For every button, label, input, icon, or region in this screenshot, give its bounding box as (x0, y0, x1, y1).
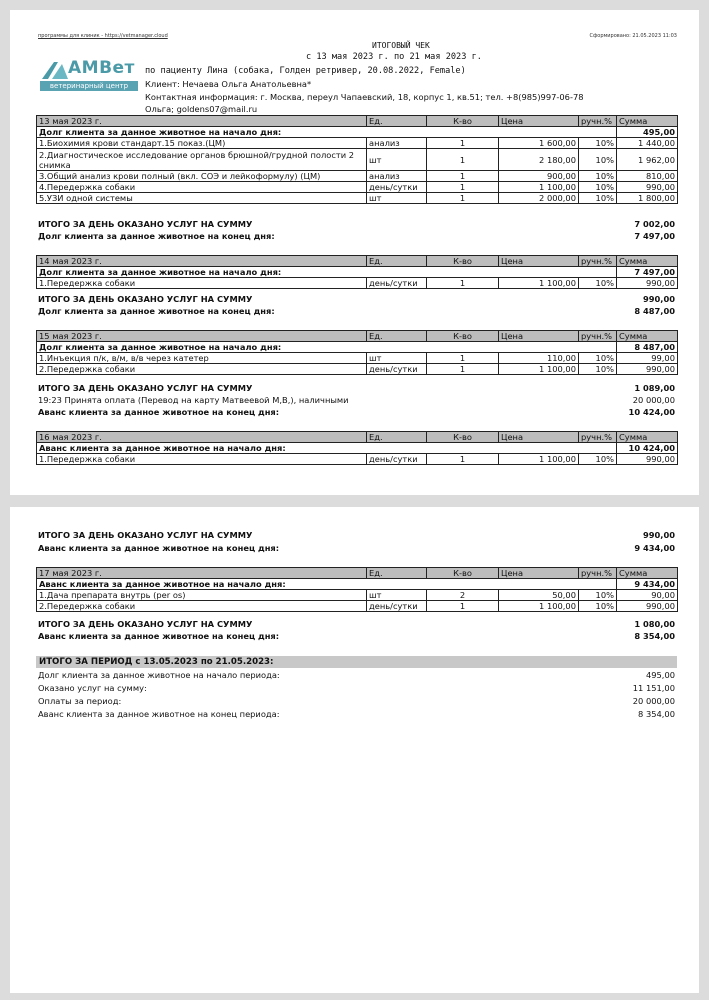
start-balance-label: Долг клиента за данное животное на начало дня: (37, 127, 617, 138)
item-name: 1.Биохимия крови стандарт.15 показ.(ЦМ) (37, 138, 367, 149)
col-manual: ручн.% (579, 116, 617, 127)
day-end-row (38, 407, 675, 417)
col-sum: Сумма (617, 116, 678, 127)
period-row-label: Долг клиента за данное животное на начало периода: (38, 670, 280, 680)
table-header-row (37, 432, 678, 443)
item-sum: 1 800,00 (617, 193, 678, 204)
payment-value: 20 000,00 (632, 395, 675, 405)
top-link[interactable]: программы для клиник - https://vetmanager.cloud (38, 33, 168, 39)
item-unit: шт (367, 590, 427, 601)
table-row (37, 590, 678, 601)
col-manual: ручн.% (579, 432, 617, 443)
col-qty: К-во (427, 256, 499, 267)
period-row (38, 683, 675, 693)
table-row (37, 138, 678, 149)
report-page-1 (10, 10, 699, 495)
day-total-value: 990,00 (642, 294, 675, 304)
col-qty: К-во (427, 116, 499, 127)
table-row (37, 171, 678, 182)
item-pct: 10% (579, 171, 617, 182)
table-row (37, 193, 678, 204)
item-price: 1 100,00 (499, 364, 579, 375)
item-sum: 990,00 (617, 454, 678, 465)
period-row (38, 696, 675, 706)
item-name: 2.Передержка собаки (37, 601, 367, 612)
start-balance-label: Долг клиента за данное животное на начало дня: (37, 342, 617, 353)
col-unit: Ед. (367, 116, 427, 127)
item-qty: 1 (427, 171, 499, 182)
table-row (37, 149, 678, 171)
item-pct: 10% (579, 193, 617, 204)
col-qty: К-во (427, 568, 499, 579)
item-name: 1.Передержка собаки (37, 454, 367, 465)
item-price: 1 100,00 (499, 454, 579, 465)
item-unit: анализ (367, 171, 427, 182)
logo-text: AMВет (68, 58, 135, 78)
item-sum: 810,00 (617, 171, 678, 182)
table-row (37, 353, 678, 364)
start-balance-row (37, 443, 678, 454)
item-qty: 1 (427, 149, 499, 171)
day-date: 17 мая 2023 г. (37, 568, 367, 579)
day-table-14-may (36, 255, 678, 289)
item-qty: 1 (427, 182, 499, 193)
col-manual: ручн.% (579, 331, 617, 342)
contact-info: Контактная информация: г. Москва, переул Чапаевский, 18, корпус 1, кв.51; тел. +8(985)997-06-78 (145, 92, 584, 102)
period-row-label: Оплаты за период: (38, 696, 122, 706)
period-row-label: Оказано услуг на сумму: (38, 683, 147, 693)
period-row-value: 20 000,00 (632, 696, 675, 706)
item-price: 1 100,00 (499, 182, 579, 193)
period-row-value: 11 151,00 (632, 683, 675, 693)
day-end-value: 7 497,00 (634, 231, 675, 241)
col-manual: ручн.% (579, 568, 617, 579)
item-sum: 90,00 (617, 590, 678, 601)
day-total-row (38, 294, 675, 304)
item-price: 2 180,00 (499, 149, 579, 171)
col-unit: Ед. (367, 568, 427, 579)
day-end-label: Аванс клиента за данное животное на конец дня: (38, 407, 280, 417)
item-pct: 10% (579, 149, 617, 171)
item-sum: 1 440,00 (617, 138, 678, 149)
item-unit: шт (367, 193, 427, 204)
start-balance-label: Аванс клиента за данное животное на начало дня: (37, 579, 617, 590)
day-total-value: 7 002,00 (634, 219, 675, 229)
day-date: 13 мая 2023 г. (37, 116, 367, 127)
table-row (37, 454, 678, 465)
col-unit: Ед. (367, 432, 427, 443)
start-balance-value: 7 497,00 (617, 267, 678, 278)
item-unit: день/сутки (367, 278, 427, 289)
receipt-period: с 13 мая 2023 г. по 21 мая 2023 г. (306, 52, 482, 62)
day-end-value: 9 434,00 (634, 543, 675, 553)
period-row-label: Аванс клиента за данное животное на конец периода: (38, 709, 280, 719)
day-date: 15 мая 2023 г. (37, 331, 367, 342)
item-unit: день/сутки (367, 454, 427, 465)
item-price: 110,00 (499, 353, 579, 364)
item-price: 900,00 (499, 171, 579, 182)
item-unit: день/сутки (367, 182, 427, 193)
item-name: 3.Общий анализ крови полный (вкл. СОЭ и лейкоформулу) (ЦМ) (37, 171, 367, 182)
item-unit: шт (367, 149, 427, 171)
item-unit: день/сутки (367, 364, 427, 375)
day-end-label: Аванс клиента за данное животное на конец дня: (38, 543, 280, 553)
table-row (37, 364, 678, 375)
day-total-row (38, 219, 675, 229)
col-unit: Ед. (367, 331, 427, 342)
start-balance-row (37, 267, 678, 278)
item-price: 2 000,00 (499, 193, 579, 204)
day-end-value: 10 424,00 (628, 407, 675, 417)
day-table-16-may (36, 431, 678, 465)
day-end-row (38, 231, 675, 241)
item-pct: 10% (579, 601, 617, 612)
col-qty: К-во (427, 432, 499, 443)
col-sum: Сумма (617, 331, 678, 342)
report-page-2 (10, 507, 699, 993)
item-qty: 1 (427, 138, 499, 149)
item-pct: 10% (579, 278, 617, 289)
table-header-row (37, 331, 678, 342)
day-total-label: ИТОГО ЗА ДЕНЬ ОКАЗАНО УСЛУГ НА СУММУ (38, 219, 253, 229)
day-total-value: 1 089,00 (634, 383, 675, 393)
table-header-row (37, 568, 678, 579)
item-qty: 1 (427, 454, 499, 465)
item-price: 1 600,00 (499, 138, 579, 149)
item-pct: 10% (579, 353, 617, 364)
day-end-row (38, 631, 675, 641)
start-balance-row (37, 342, 678, 353)
period-row-value: 8 354,00 (638, 709, 675, 719)
payment-label: 19:23 Принята оплата (Перевод на карту Матвеевой М,В,), наличными (38, 395, 349, 405)
day-end-row (38, 306, 675, 316)
item-sum: 990,00 (617, 601, 678, 612)
day-total-row (38, 383, 675, 393)
col-price: Цена (499, 432, 579, 443)
item-qty: 1 (427, 364, 499, 375)
table-header-row (37, 116, 678, 127)
item-pct: 10% (579, 454, 617, 465)
day-total-row (38, 530, 675, 540)
contact-email: Ольга; goldens07@mail.ru (145, 104, 258, 114)
item-sum: 990,00 (617, 278, 678, 289)
day-table-17-may (36, 567, 678, 612)
day-end-value: 8 487,00 (634, 306, 675, 316)
day-total-row (38, 619, 675, 629)
day-total-value: 990,00 (642, 530, 675, 540)
item-pct: 10% (579, 138, 617, 149)
item-sum: 990,00 (617, 364, 678, 375)
day-table-15-may (36, 330, 678, 375)
day-end-label: Долг клиента за данное животное на конец дня: (38, 231, 275, 241)
start-balance-value: 9 434,00 (617, 579, 678, 590)
start-balance-value: 495,00 (617, 127, 678, 138)
item-pct: 10% (579, 364, 617, 375)
day-end-value: 8 354,00 (634, 631, 675, 641)
table-header-row (37, 256, 678, 267)
day-total-label: ИТОГО ЗА ДЕНЬ ОКАЗАНО УСЛУГ НА СУММУ (38, 383, 253, 393)
col-sum: Сумма (617, 568, 678, 579)
col-price: Цена (499, 256, 579, 267)
start-balance-row (37, 579, 678, 590)
item-name: 1.Передержка собаки (37, 278, 367, 289)
item-name: 1.Дача препарата внутрь (per os) (37, 590, 367, 601)
table-row (37, 278, 678, 289)
start-balance-value: 8 487,00 (617, 342, 678, 353)
item-pct: 10% (579, 590, 617, 601)
clinic-logo (40, 60, 138, 92)
col-unit: Ед. (367, 256, 427, 267)
item-sum: 990,00 (617, 182, 678, 193)
receipt-title: ИТОГОВЫЙ ЧЕК (372, 41, 430, 50)
item-qty: 1 (427, 278, 499, 289)
item-name: 2.Диагностическое исследование органов брюшной/грудной полости 2 снимка (37, 149, 367, 171)
client-name: Клиент: Нечаева Ольга Анатольевна* (145, 79, 312, 89)
generated-date: Сформировано: 21.05.2023 11:03 (589, 33, 677, 39)
day-date: 14 мая 2023 г. (37, 256, 367, 267)
day-total-label: ИТОГО ЗА ДЕНЬ ОКАЗАНО УСЛУГ НА СУММУ (38, 294, 253, 304)
start-balance-value: 10 424,00 (617, 443, 678, 454)
item-qty: 1 (427, 353, 499, 364)
day-total-value: 1 080,00 (634, 619, 675, 629)
item-price: 1 100,00 (499, 601, 579, 612)
table-row (37, 601, 678, 612)
period-row (38, 670, 675, 680)
item-name: 2.Передержка собаки (37, 364, 367, 375)
day-end-row (38, 543, 675, 553)
logo-subtitle: ветеринарный центр (40, 81, 138, 91)
item-price: 1 100,00 (499, 278, 579, 289)
day-total-label: ИТОГО ЗА ДЕНЬ ОКАЗАНО УСЛУГ НА СУММУ (38, 530, 253, 540)
period-summary-title: ИТОГО ЗА ПЕРИОД с 13.05.2023 по 21.05.2023: (36, 656, 677, 668)
start-balance-row (37, 127, 678, 138)
item-unit: день/сутки (367, 601, 427, 612)
item-sum: 99,00 (617, 353, 678, 364)
day-end-label: Долг клиента за данное животное на конец дня: (38, 306, 275, 316)
col-price: Цена (499, 568, 579, 579)
item-name: 4.Передержка собаки (37, 182, 367, 193)
item-qty: 1 (427, 193, 499, 204)
day-table-13-may (36, 115, 678, 204)
table-row (37, 182, 678, 193)
item-qty: 2 (427, 590, 499, 601)
period-row-value: 495,00 (645, 670, 675, 680)
item-unit: анализ (367, 138, 427, 149)
col-qty: К-во (427, 331, 499, 342)
item-pct: 10% (579, 182, 617, 193)
item-name: 5.УЗИ одной системы (37, 193, 367, 204)
item-qty: 1 (427, 601, 499, 612)
col-price: Цена (499, 116, 579, 127)
day-end-label: Аванс клиента за данное животное на конец дня: (38, 631, 280, 641)
start-balance-label: Аванс клиента за данное животное на начало дня: (37, 443, 617, 454)
day-total-label: ИТОГО ЗА ДЕНЬ ОКАЗАНО УСЛУГ НА СУММУ (38, 619, 253, 629)
col-sum: Сумма (617, 256, 678, 267)
item-unit: шт (367, 353, 427, 364)
period-row (38, 709, 675, 719)
payment-row (38, 395, 675, 405)
col-manual: ручн.% (579, 256, 617, 267)
item-price: 50,00 (499, 590, 579, 601)
col-price: Цена (499, 331, 579, 342)
col-sum: Сумма (617, 432, 678, 443)
start-balance-label: Долг клиента за данное животное на начало дня: (37, 267, 617, 278)
item-sum: 1 962,00 (617, 149, 678, 171)
item-name: 1.Инъекция п/к, в/м, в/в через катетер (37, 353, 367, 364)
day-date: 16 мая 2023 г. (37, 432, 367, 443)
patient-info: по пациенту Лина (собака, Голден ретривер, 20.08.2022, Female) (145, 66, 466, 76)
